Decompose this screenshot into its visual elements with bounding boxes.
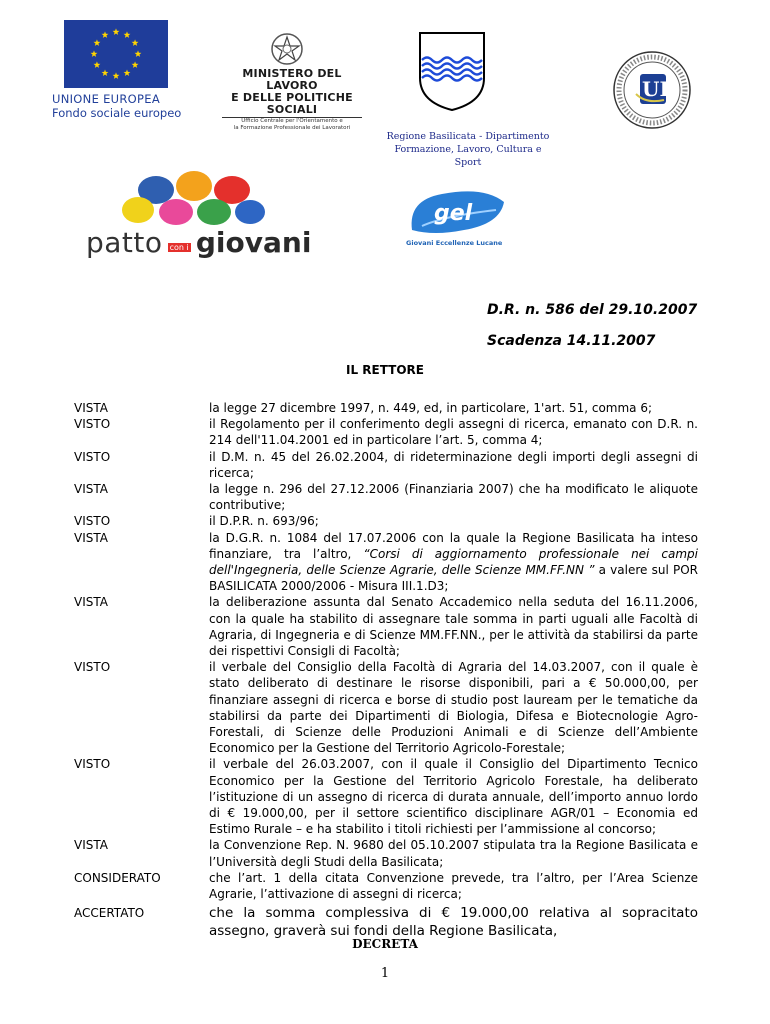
clause-text: il D.P.R. n. 693/96;	[209, 514, 319, 529]
clause	[74, 870, 698, 902]
clause-text: la deliberazione assunta dal Senato Accademico nella seduta del 16.11.2006, con la quale ha stabilito di assegnare tale somma in parti uguali alle Facoltà di Agraria, di Ingegneria e di Scienze MM.FF.NN., per le attività da stabilirsi da parte dei rispettivi Consigli di Facoltà;	[209, 595, 698, 659]
clause-text: la legge 27 dicembre 1997, n. 449, ed, in particolare, 1'art. 51, comma 6;	[209, 401, 653, 415]
gel-caption: Giovani Eccellenze Lucane	[406, 239, 503, 247]
clause-text: il D.M. n. 45 del 26.02.2004, di rideterminazione degli importi degli assegni di ricerca;	[209, 449, 698, 480]
clauses-list	[74, 400, 698, 940]
course-title-italic: “Corsi di aggiornamento professionale nei campi dell'Ingegneria, delle Scienze Agrarie, delle Scienze MM.FF.NN ”	[209, 546, 698, 578]
clause-text: il verbale del 26.03.2007, con il quale il Consiglio del Dipartimento Tecnico Economico per la Gestione del Territorio Agricolo Forestale, ha deliberato l’istituzione di un assegno di ricerca di durata annuale, dell’importo annuo lordo di € 19.000,00, per il settore scientifico disciplinare AGR/01 – Economia ed Estimo Rurale – e ha stabilito i titoli richiesti per l’ammissione al concorso;	[209, 757, 698, 837]
decree-number: D.R. n. 586 del 29.10.2007	[487, 302, 698, 318]
eu-star-icon	[132, 39, 139, 46]
clause	[74, 481, 698, 513]
con-i-word: con i	[169, 243, 189, 252]
clause-keyword: VISTO	[74, 449, 111, 464]
clause-keyword: VISTO	[74, 514, 111, 529]
eu-star-icon	[124, 31, 131, 38]
clause-text: che la somma complessiva di € 19.000,00 relativa al sopracitato assegno, graverà sui fondi della Regione Basilicata,	[209, 905, 698, 940]
clause-keyword: CONSIDERATO	[74, 870, 161, 885]
regione-basilicata-shield-icon	[416, 30, 488, 112]
universita-basilicata-seal-icon	[612, 50, 692, 130]
clause-text: il Regolamento per il conferimento degli assegni di ricerca, emanato con D.R. n. 214 dell'11.04.2001 ed in particolare l’art. 5, comma 4;	[209, 417, 698, 448]
ministry-line2: E DELLE POLITICHE SOCIALI	[222, 92, 362, 118]
clause-keyword: VISTA	[74, 482, 108, 497]
eu-stars-icon	[64, 20, 168, 88]
clause	[74, 530, 698, 595]
ministry-line1: MINISTERO DEL LAVORO	[242, 67, 342, 92]
regione-line1: Regione Basilicata - Dipartimento	[386, 131, 550, 142]
eu-star-icon	[102, 31, 109, 38]
italian-republic-emblem-icon	[270, 32, 304, 66]
clause-text: la legge n. 296 del 27.12.2006 (Finanziaria 2007) che ha modificato le aliquote contributive;	[209, 482, 698, 513]
patto-word: patto	[86, 226, 163, 259]
clause	[74, 513, 698, 529]
ministry-line3: Ufficio Centrale per l'Orientamento e	[241, 118, 343, 124]
clause-keyword: VISTA	[74, 401, 108, 415]
clause-keyword: VISTO	[74, 660, 111, 675]
giovani-word: giovani	[195, 226, 312, 259]
clause-text-part: la D.G.R. n. 1084 del 17.07.2006 con la quale la Regione Basilicata ha inteso finanziare, tra l’altro,	[209, 530, 698, 561]
clause-text: il verbale del Consiglio della Facoltà di Agraria del 14.03.2007, con il quale è stato deliberato di destinare le risorse disponibili, pari a € 50.000,00, per finanziare assegni di ricerca e borse di studio post lauream per le tematiche da stabilirsi da parte dei Dipartimenti di Biologia, Difesa e Biotecnologie Agro-Forestali, di Scienze delle Produzioni Animali e di Scienze dell’Ambiente Economico per la Gestione del Territorio Agricolo-Forestale;	[209, 660, 698, 756]
hands-icon	[86, 168, 316, 228]
eu-star-icon	[124, 69, 131, 76]
clause-text-part: a valere sul POR BASILICATA 2000/2006 - Misura III.1.D3;	[209, 563, 699, 594]
clause	[74, 416, 698, 448]
eu-line2: Fondo sociale europeo	[52, 106, 182, 120]
clause-keyword: VISTO	[74, 417, 111, 432]
clause	[74, 756, 698, 837]
eu-star-icon	[102, 69, 109, 76]
svg-text:UB: UB	[642, 77, 677, 101]
decreta-heading: DECRETA	[352, 937, 418, 951]
eu-star-icon	[91, 50, 98, 57]
page-number: 1	[380, 966, 390, 981]
clause	[74, 594, 698, 659]
clause-keyword: VISTA	[74, 595, 108, 610]
decree-deadline: Scadenza 14.11.2007	[487, 333, 656, 349]
eu-star-icon	[135, 50, 142, 57]
clause-text: che l’art. 1 della citata Convenzione prevede, tra l’altro, per l’Area Scienze Agrarie, l’attivazione di assegni di ricerca;	[209, 870, 698, 902]
gel-logo	[404, 186, 514, 250]
clause-keyword: VISTA	[74, 838, 108, 853]
eu-star-icon	[113, 72, 120, 79]
eu-flag-logo	[64, 20, 168, 88]
ministry-line4: la Formazione Professionale dei Lavoratori	[233, 125, 351, 131]
clause	[74, 659, 698, 756]
regione-line3: Sport	[454, 157, 482, 168]
ministry-caption	[222, 68, 362, 132]
clause-keyword: VISTO	[74, 757, 111, 772]
gel-swoosh-icon	[404, 186, 514, 238]
clause	[74, 449, 698, 481]
clause	[74, 837, 698, 869]
eu-caption	[52, 92, 192, 120]
eu-star-icon	[113, 28, 120, 35]
eu-star-icon	[132, 61, 139, 68]
rettore-heading: IL RETTORE	[345, 363, 424, 377]
eu-star-icon	[94, 61, 101, 68]
regione-caption	[378, 130, 558, 169]
clause-keyword: ACCERTATO	[74, 906, 145, 921]
clause	[74, 904, 698, 940]
patto-con-i-giovani-logo	[86, 168, 316, 268]
regione-line2: Formazione, Lavoro, Cultura e	[394, 144, 542, 155]
clause-text: la Convenzione Rep. N. 9680 del 05.10.2007 stipulata tra la Regione Basilicata e l’Università degli Studi della Basilicata;	[209, 838, 698, 869]
clause-keyword: VISTA	[74, 530, 108, 545]
clause	[74, 400, 698, 416]
eu-line1: UNIONE EUROPEA	[52, 92, 160, 106]
gel-word: gel	[434, 201, 473, 226]
eu-star-icon	[94, 39, 101, 46]
clause-text	[209, 530, 698, 595]
